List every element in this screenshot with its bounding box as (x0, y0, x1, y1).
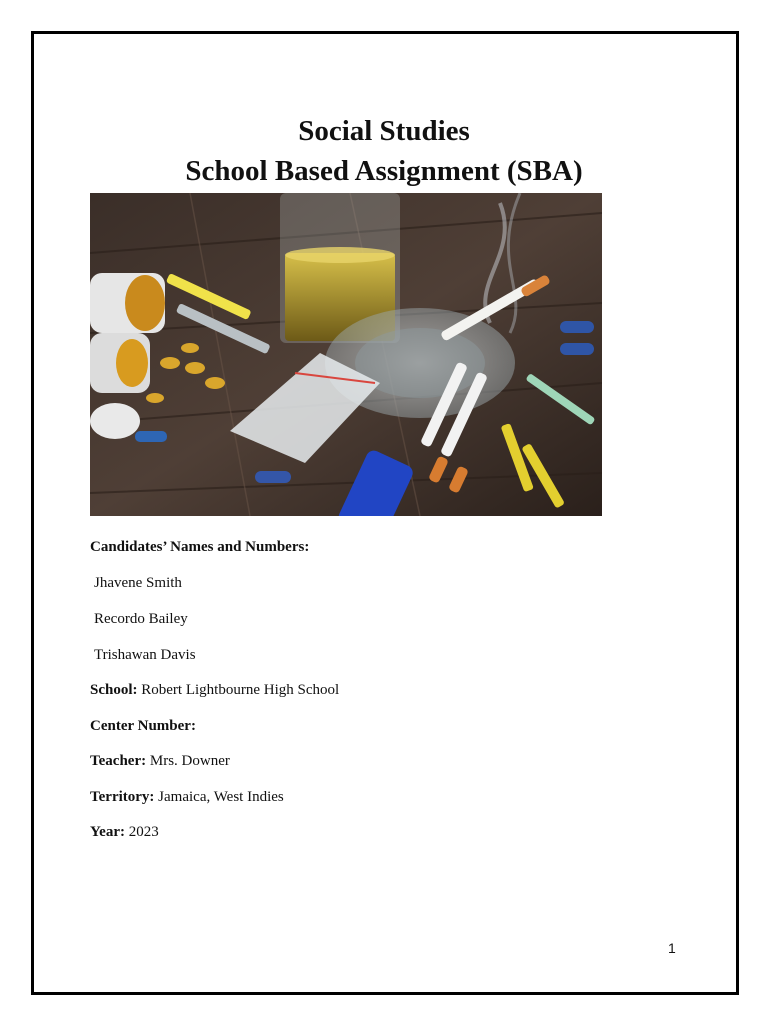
year-label: Year: (90, 824, 125, 840)
title-line-1: Social Studies (298, 115, 470, 147)
center-number-line (90, 716, 196, 736)
cover-photo (90, 193, 602, 516)
candidate-name: Jhavene Smith (94, 575, 182, 591)
candidate-name: Recordo Bailey (94, 611, 188, 627)
territory-value: Jamaica, West Indies (154, 789, 284, 805)
school-value: Robert Lightbourne High School (137, 682, 340, 698)
territory-line (90, 787, 284, 807)
territory-label: Territory: (90, 789, 155, 805)
center-number-label: Center Number: (90, 718, 196, 734)
page-number: 1 (668, 940, 676, 956)
year-line (90, 822, 159, 842)
candidate-name: Trishawan Davis (94, 647, 196, 663)
year-value: 2023 (124, 824, 159, 840)
candidates-heading: Candidates’ Names and Numbers: (90, 539, 310, 555)
teacher-value: Mrs. Downer (146, 753, 230, 769)
teacher-label: Teacher: (90, 753, 147, 769)
title-line-2: School Based Assignment (SBA) (185, 155, 583, 187)
school-line (90, 680, 339, 700)
school-label: School: (90, 682, 138, 698)
teacher-line (90, 751, 230, 771)
cover-photo-illustration (90, 193, 602, 516)
